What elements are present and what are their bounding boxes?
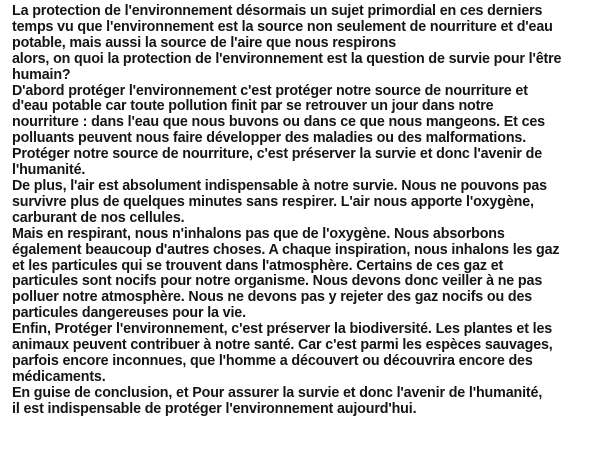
text-line-14: carburant de nos cellules. <box>12 209 185 226</box>
text-line-25: En guise de conclusion, et Pour assurer la survie et donc l'avenir de l'humanité, <box>12 384 543 401</box>
text-line-8: nourriture : dans l'eau que nous buvons ou dans ce que nous mangeons. Et ces <box>12 114 545 131</box>
text-line-26: il est indispensable de protéger l'environnement aujourd'hui. <box>12 400 417 417</box>
text-line-22: animaux peuvent contribuer à notre santé. Car c'est parmi les espèces sauvages, <box>12 337 553 354</box>
text-line-7: d'eau potable car toute pollution finit par se retrouver un jour dans notre <box>12 98 494 115</box>
text-line-13: survivre plus de quelques minutes sans respirer. L'air nous apporte l'oxygène, <box>12 193 534 210</box>
text-line-9: polluants peuvent nous faire développer des maladies ou des malformations. <box>12 130 527 147</box>
text-line-24: médicaments. <box>12 368 106 385</box>
text-line-17: et les particules qui se trouvent dans l'atmosphère. Certains de ces gaz et <box>12 257 504 274</box>
text-line-23: parfois encore inconnues, que l'homme a découvert ou découvrira encore des <box>12 352 533 369</box>
text-line-21: Enfin, Protéger l'environnement, c'est préserver la biodiversité. Les plantes et les <box>12 321 553 338</box>
text-line-12: De plus, l'air est absolument indispensable à notre survie. Nous ne pouvons pas <box>12 177 547 194</box>
text-line-1: La protection de l'environnement désormais un sujet primordial en ces derniers <box>12 3 543 19</box>
text-line-4: alors, on quoi la protection de l'environnement est la question de survie pour l'être <box>12 50 562 67</box>
text-line-2: temps vu que l'environnement est la source non seulement de nourriture et d'eau <box>12 18 553 35</box>
text-line-15: Mais en respirant, nous n'inhalons pas que de l'oxygène. Nous absorbons <box>12 225 505 242</box>
text-line-20: particules dangereuses pour la vie. <box>12 305 246 322</box>
text-line-6: D'abord protéger l'environnement c'est protéger notre source de nourriture et <box>12 82 528 99</box>
text-line-18: particules sont nocifs pour notre organisme. Nous devons donc veiller à ne pas <box>12 273 543 290</box>
text-line-19: polluer notre atmosphère. Nous ne devons pas y rejeter des gaz nocifs ou des <box>12 289 533 306</box>
text-line-5: humain? <box>12 66 71 83</box>
text-line-16: également beaucoup d'autres choses. A chaque inspiration, nous inhalons les gaz <box>12 241 560 258</box>
text-line-10: Protéger notre source de nourriture, c'est préserver la survie et donc l'avenir de <box>12 146 543 163</box>
text-line-11: l'humanité. <box>12 162 86 179</box>
text-line-3: potable, mais aussi la source de l'aire que nous respirons <box>12 34 397 51</box>
